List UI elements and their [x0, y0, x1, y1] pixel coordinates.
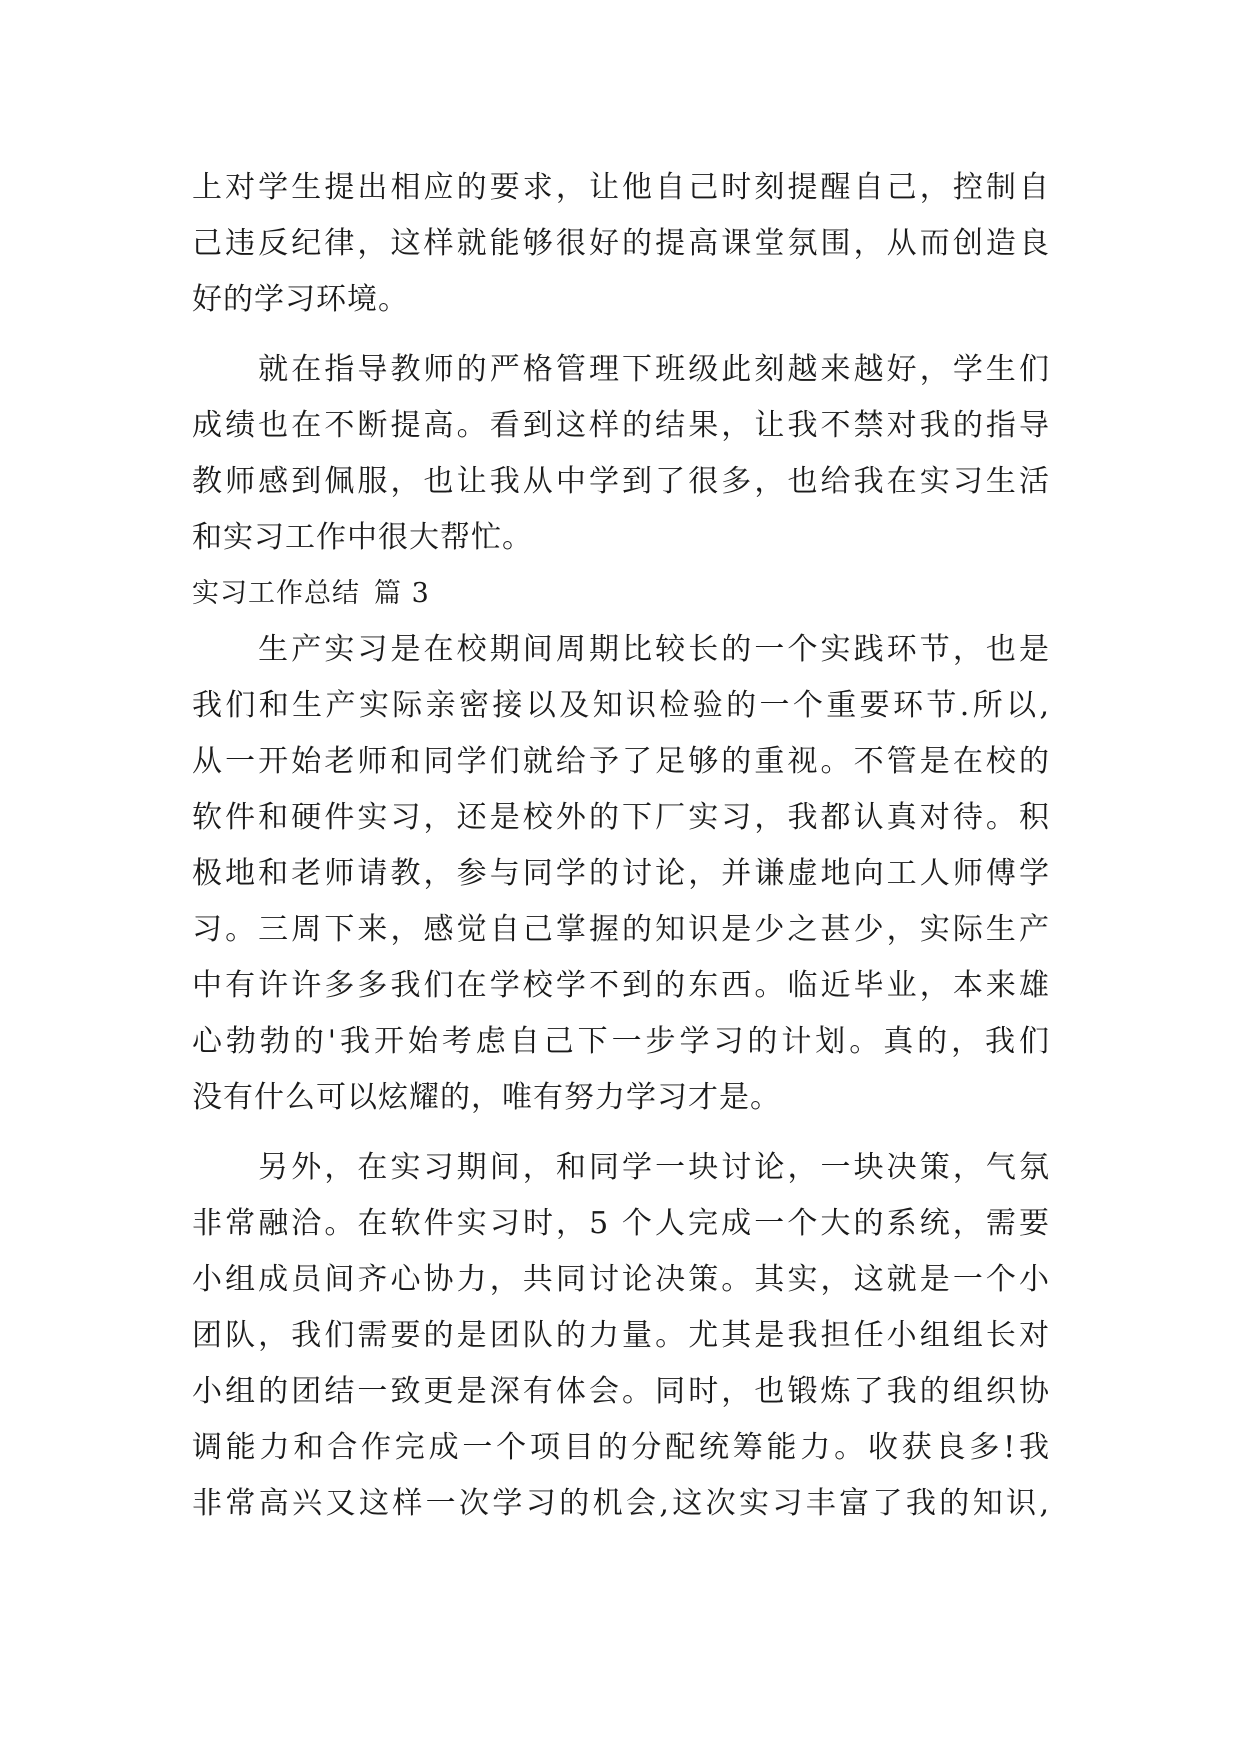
paragraph-1	[192, 160, 1050, 328]
text-line: 极地和老师请教，参与同学的讨论，并谦虚地向工人师傅学	[192, 856, 1050, 891]
text-line: 成绩也在不断提高。看到这样的结果，让我不禁对我的指导	[192, 408, 1050, 443]
text-line: 另外，在实习期间，和同学一块讨论，一块决策，气氛	[192, 1150, 1050, 1185]
paragraph-2	[192, 342, 1050, 566]
text-line: 非常融洽。在软件实习时，5 个人完成一个大的系统，需要	[192, 1206, 1050, 1241]
text-line: 小组成员间齐心协力，共同讨论决策。其实，这就是一个小	[192, 1262, 1050, 1297]
text-line: 软件和硬件实习，还是校外的下厂实习，我都认真对待。积	[192, 800, 1050, 835]
text-line: 己违反纪律，这样就能够很好的提高课堂氛围，从而创造良	[192, 226, 1050, 261]
text-line: 非常高兴又这样一次学习的机会,这次实习丰富了我的知识,	[192, 1486, 1050, 1521]
text-line: 教师感到佩服，也让我从中学到了很多，也给我在实习生活	[192, 464, 1050, 499]
section-number: 篇 3	[374, 578, 430, 609]
section-title: 实习工作总结	[192, 578, 360, 609]
text-line: 团队，我们需要的是团队的力量。尤其是我担任小组组长对	[192, 1318, 1050, 1353]
text-line: 好的学习环境。	[192, 282, 409, 317]
text-line: 就在指导教师的严格管理下班级此刻越来越好，学生们	[192, 352, 1050, 387]
paragraph-3	[192, 622, 1050, 1126]
text-line: 和实习工作中很大帮忙。	[192, 520, 533, 555]
section-heading	[192, 570, 1050, 618]
text-line: 从一开始老师和同学们就给予了足够的重视。不管是在校的	[192, 744, 1050, 779]
text-line: 中有许许多多我们在学校学不到的东西。临近毕业，本来雄	[192, 968, 1050, 1003]
text-line: 小组的团结一致更是深有体会。同时，也锻炼了我的组织协	[192, 1374, 1050, 1409]
text-line: 生产实习是在校期间周期比较长的一个实践环节，也是	[192, 632, 1050, 667]
text-line: 习。三周下来，感觉自己掌握的知识是少之甚少，实际生产	[192, 912, 1050, 947]
paragraph-4	[192, 1140, 1050, 1532]
document-page	[192, 160, 1050, 1546]
text-line: 我们和生产实际亲密接以及知识检验的一个重要环节.所以,	[192, 688, 1050, 723]
text-line: 心勃勃的'我开始考虑自己下一步学习的计划。真的，我们	[192, 1024, 1050, 1059]
text-line: 调能力和合作完成一个项目的分配统筹能力。收获良多!我	[192, 1430, 1050, 1465]
text-line: 上对学生提出相应的要求，让他自己时刻提醒自己，控制自	[192, 170, 1050, 205]
text-line: 没有什么可以炫耀的，唯有努力学习才是。	[192, 1080, 781, 1115]
